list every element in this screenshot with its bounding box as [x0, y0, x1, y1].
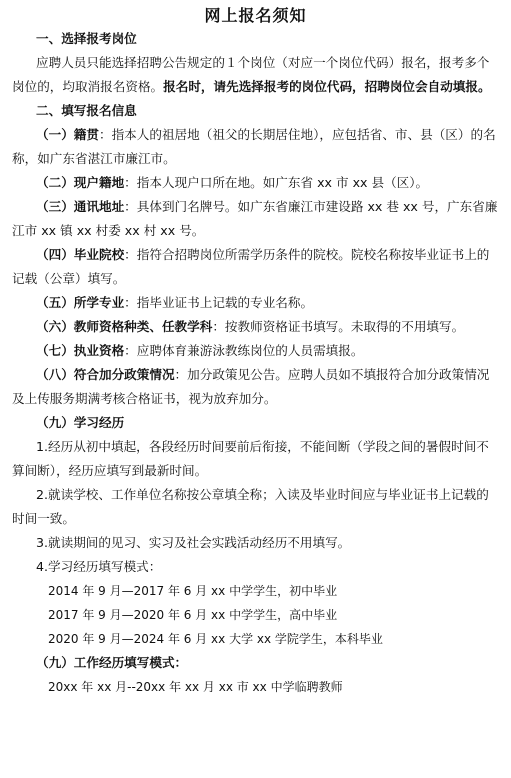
history-rule: 2.就读学校、工作单位名称按公章填全称；入读及毕业时间应与毕业证书上记载的时间一致。: [12, 487, 489, 526]
item-label: （五）所学专业: [36, 295, 125, 310]
section1-heading: 一、选择报考岗位: [36, 31, 137, 46]
study-history-heading: （九）学习经历: [36, 415, 125, 430]
item-text: ：按教师资格证书填写。未取得的不用填写。: [212, 319, 465, 334]
item-label: （四）毕业院校: [36, 247, 125, 262]
section2-heading: 二、填写报名信息: [36, 103, 137, 118]
history-example: 2020 年 9 月—2024 年 6 月 xx 大学 xx 学院学生，本科毕业: [48, 632, 383, 646]
section1-paragraph: [0, 51, 511, 99]
history-rule: 3.就读期间的见习、实习及社会实践活动经历不用填写。: [36, 535, 351, 550]
item-text: ：指符合招聘岗位所需学历条件的院校。院校名称按毕业证书上的记载（公章）填写。: [12, 247, 490, 286]
info-item-teacher-cert: [0, 315, 511, 339]
item-text: ：具体到门名牌号。如广东省廉江市建设路 xx 巷 xx 号，广东省廉江市 xx 镇 xx 村委 xx 村 xx 号。: [12, 199, 498, 238]
info-item-address: [0, 195, 511, 243]
info-item-practice-cert: [0, 339, 511, 363]
item-label: （八）符合加分政策情况: [36, 367, 175, 382]
item-label: （二）现户籍地: [36, 175, 125, 190]
item-text: ：应聘体育兼游泳教练岗位的人员需填报。: [124, 343, 364, 358]
history-rule: 4.学习经历填写模式：: [36, 559, 162, 574]
info-item-huji: [0, 171, 511, 195]
work-history-heading: （九）工作经历填写模式：: [36, 655, 188, 670]
work-example: 20xx 年 xx 月--20xx 年 xx 月 xx 市 xx 中学临聘教师: [48, 680, 343, 694]
item-text: ：指本人的祖居地（祖父的长期居住地），应包括省、市、县（区）的名称，如广东省湛江市廉江市。: [12, 127, 496, 166]
item-text: ：加分政策见公告。应聘人员如不填报符合加分政策情况及上传服务期满考核合格证书，视为放弃加分。: [12, 367, 490, 406]
item-label: （三）通讯地址: [36, 199, 125, 214]
history-rule: 1.经历从初中填起，各段经历时间要前后衔接，不能间断（学段之间的暑假时间不算间断），经历应填写到最新时间。: [12, 439, 489, 478]
section1-bold-text: 报名时，请先选择报考的岗位代码，招聘岗位会自动填报。: [163, 79, 491, 94]
item-label: （七）执业资格: [36, 343, 125, 358]
info-item-major: [0, 291, 511, 315]
info-item-school: [0, 243, 511, 291]
item-text: ：指本人现户口所在地。如广东省 xx 市 xx 县（区）。: [124, 175, 429, 190]
page-title: 网上报名须知: [204, 6, 307, 25]
item-label: （六）教师资格种类、任教学科: [36, 319, 213, 334]
item-text: ：指毕业证书上记载的专业名称。: [124, 295, 314, 310]
info-item-bonus-policy: [0, 363, 511, 411]
history-example: 2014 年 9 月—2017 年 6 月 xx 中学学生，初中毕业: [48, 584, 338, 598]
history-example: 2017 年 9 月—2020 年 6 月 xx 中学学生，高中毕业: [48, 608, 338, 622]
info-item-jiguan: [0, 123, 511, 171]
section1-text: 应聘人员只能选择招聘公告规定的１个岗位（对应一个岗位代码）报名，报考多个岗位的，均取消报名资格。: [12, 55, 490, 94]
item-label: （一）籍贯: [36, 127, 99, 142]
